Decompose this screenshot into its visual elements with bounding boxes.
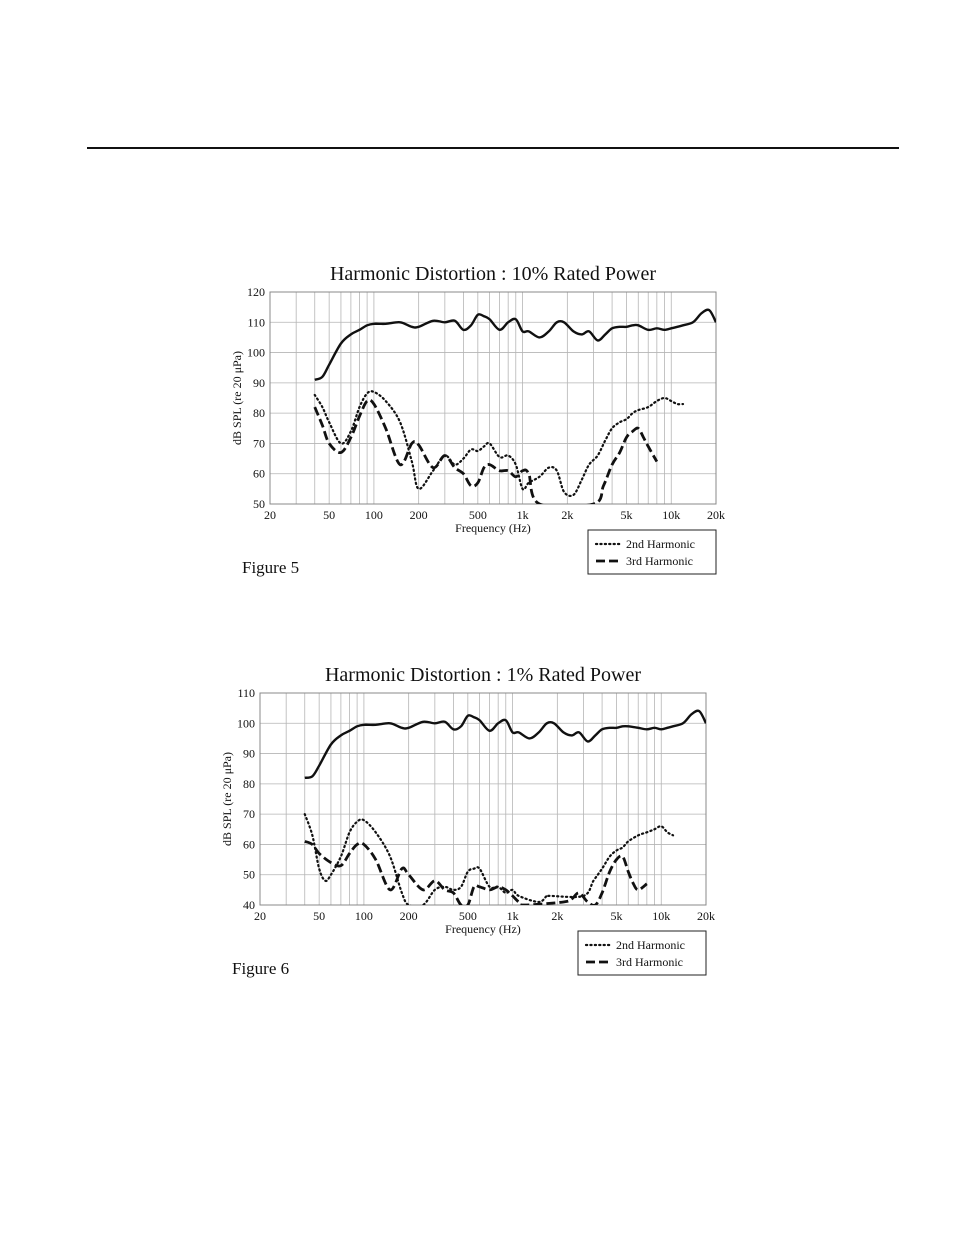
x-tick-label: 50 bbox=[313, 909, 326, 923]
y-tick-label: 70 bbox=[243, 807, 255, 822]
x-tick-label: 10k bbox=[652, 909, 671, 923]
legend-label: 2nd Harmonic bbox=[616, 938, 685, 952]
x-tick-label: 100 bbox=[364, 508, 383, 522]
legend-label: 3rd Harmonic bbox=[626, 554, 693, 568]
y-tick-label: 120 bbox=[247, 285, 265, 299]
y-axis-label: dB SPL (re 20 μPa) bbox=[220, 752, 234, 846]
y-tick-label: 60 bbox=[253, 466, 265, 481]
y-tick-label: 100 bbox=[247, 345, 265, 360]
legend bbox=[578, 931, 706, 975]
figure-5-chart bbox=[222, 255, 732, 585]
figure-6-chart bbox=[212, 656, 722, 986]
x-tick-label: 100 bbox=[354, 909, 373, 923]
chart-title: Harmonic Distortion : 10% Rated Power bbox=[329, 263, 657, 285]
x-tick-label: 200 bbox=[409, 508, 428, 522]
x-tick-label: 500 bbox=[458, 909, 477, 923]
y-axis-label: dB SPL (re 20 μPa) bbox=[230, 351, 244, 445]
series-line-response bbox=[315, 310, 716, 380]
x-tick-label: 1k bbox=[506, 909, 519, 923]
figure-6 bbox=[212, 656, 722, 986]
y-tick-label: 110 bbox=[247, 315, 265, 330]
x-tick-label: 50 bbox=[323, 508, 336, 522]
x-axis-label: Frequency (Hz) bbox=[455, 521, 531, 535]
legend bbox=[588, 530, 716, 574]
x-tick-label: 2k bbox=[551, 909, 564, 923]
series-line-2nd-harmonic bbox=[305, 814, 673, 907]
x-tick-label: 20k bbox=[697, 909, 715, 923]
y-tick-label: 80 bbox=[243, 776, 255, 791]
figure-5 bbox=[222, 255, 732, 585]
figure-caption: Figure 6 bbox=[232, 959, 290, 978]
x-tick-label: 500 bbox=[468, 508, 487, 522]
x-tick-label: 5k bbox=[610, 909, 623, 923]
x-tick-label: 20 bbox=[264, 508, 276, 522]
x-axis-label: Frequency (Hz) bbox=[445, 922, 521, 936]
y-tick-label: 70 bbox=[253, 436, 265, 451]
legend-label: 2nd Harmonic bbox=[626, 537, 695, 551]
x-tick-label: 200 bbox=[399, 909, 418, 923]
x-tick-label: 10k bbox=[662, 508, 681, 522]
y-tick-label: 90 bbox=[253, 375, 265, 390]
y-tick-label: 110 bbox=[237, 686, 255, 700]
x-tick-label: 20k bbox=[707, 508, 725, 522]
x-tick-label: 5k bbox=[620, 508, 633, 522]
series-line-3rd-harmonic bbox=[315, 400, 657, 507]
series-group bbox=[315, 310, 716, 507]
series-group bbox=[305, 711, 706, 907]
y-tick-label: 90 bbox=[243, 746, 255, 761]
y-tick-label: 100 bbox=[237, 716, 255, 731]
series-line-response bbox=[305, 711, 706, 778]
x-tick-label: 2k bbox=[561, 508, 574, 522]
y-tick-label: 60 bbox=[243, 837, 255, 852]
header-rule bbox=[87, 147, 899, 149]
y-tick-label: 50 bbox=[243, 867, 255, 882]
series-line-3rd-harmonic bbox=[305, 841, 647, 907]
chart-title: Harmonic Distortion : 1% Rated Power bbox=[324, 664, 642, 686]
legend-label: 3rd Harmonic bbox=[616, 955, 683, 969]
y-tick-label: 80 bbox=[253, 406, 265, 421]
y-tick-label: 50 bbox=[253, 497, 265, 511]
figure-caption: Figure 5 bbox=[242, 558, 300, 577]
y-tick-label: 40 bbox=[243, 898, 255, 912]
x-tick-label: 1k bbox=[516, 508, 529, 522]
x-tick-label: 20 bbox=[254, 909, 266, 923]
